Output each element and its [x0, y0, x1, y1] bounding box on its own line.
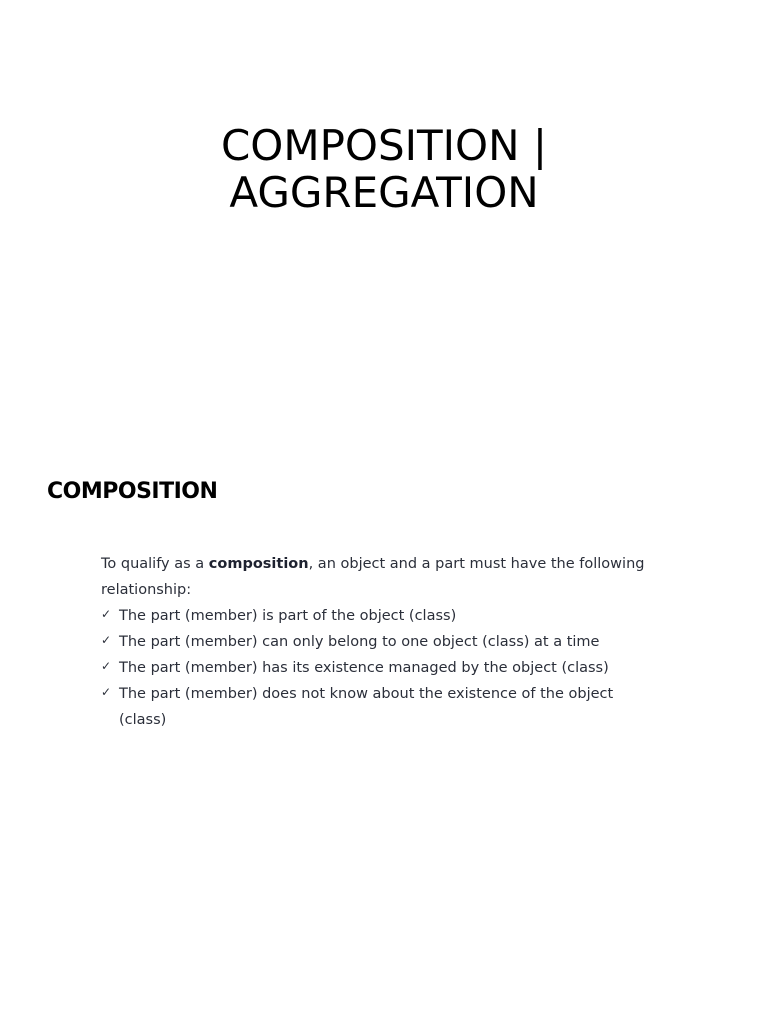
checkmark-icon: ✓: [101, 685, 112, 699]
requirements-checklist: [101, 603, 661, 733]
composition-body: [101, 551, 661, 733]
checklist-item: [101, 655, 661, 681]
page-title-line-1: COMPOSITION |: [220, 121, 548, 170]
checklist-item: [101, 603, 661, 629]
checkmark-icon: ✓: [101, 607, 112, 621]
intro-suffix: , an object and a part must have the following relationship:: [101, 556, 645, 598]
page-title: [0, 122, 768, 216]
checklist-item-text: The part (member) is part of the object (class): [119, 608, 457, 624]
intro-bold-term: composition: [208, 556, 309, 572]
page-title-line-2: AGGREGATION: [229, 168, 539, 217]
checklist-item: [101, 681, 661, 733]
checklist-item-text: The part (member) can only belong to one object (class) at a time: [119, 634, 600, 650]
intro-paragraph: [101, 551, 661, 603]
checkmark-icon: ✓: [101, 659, 112, 673]
checklist-item: [101, 629, 661, 655]
checkmark-icon: ✓: [101, 633, 112, 647]
checklist-item-text: The part (member) has its existence managed by the object (class): [119, 660, 609, 676]
section-heading: COMPOSITION: [47, 479, 218, 504]
intro-prefix: To qualify as a: [101, 556, 209, 572]
checklist-item-text: The part (member) does not know about the existence of the object (class): [119, 686, 614, 728]
